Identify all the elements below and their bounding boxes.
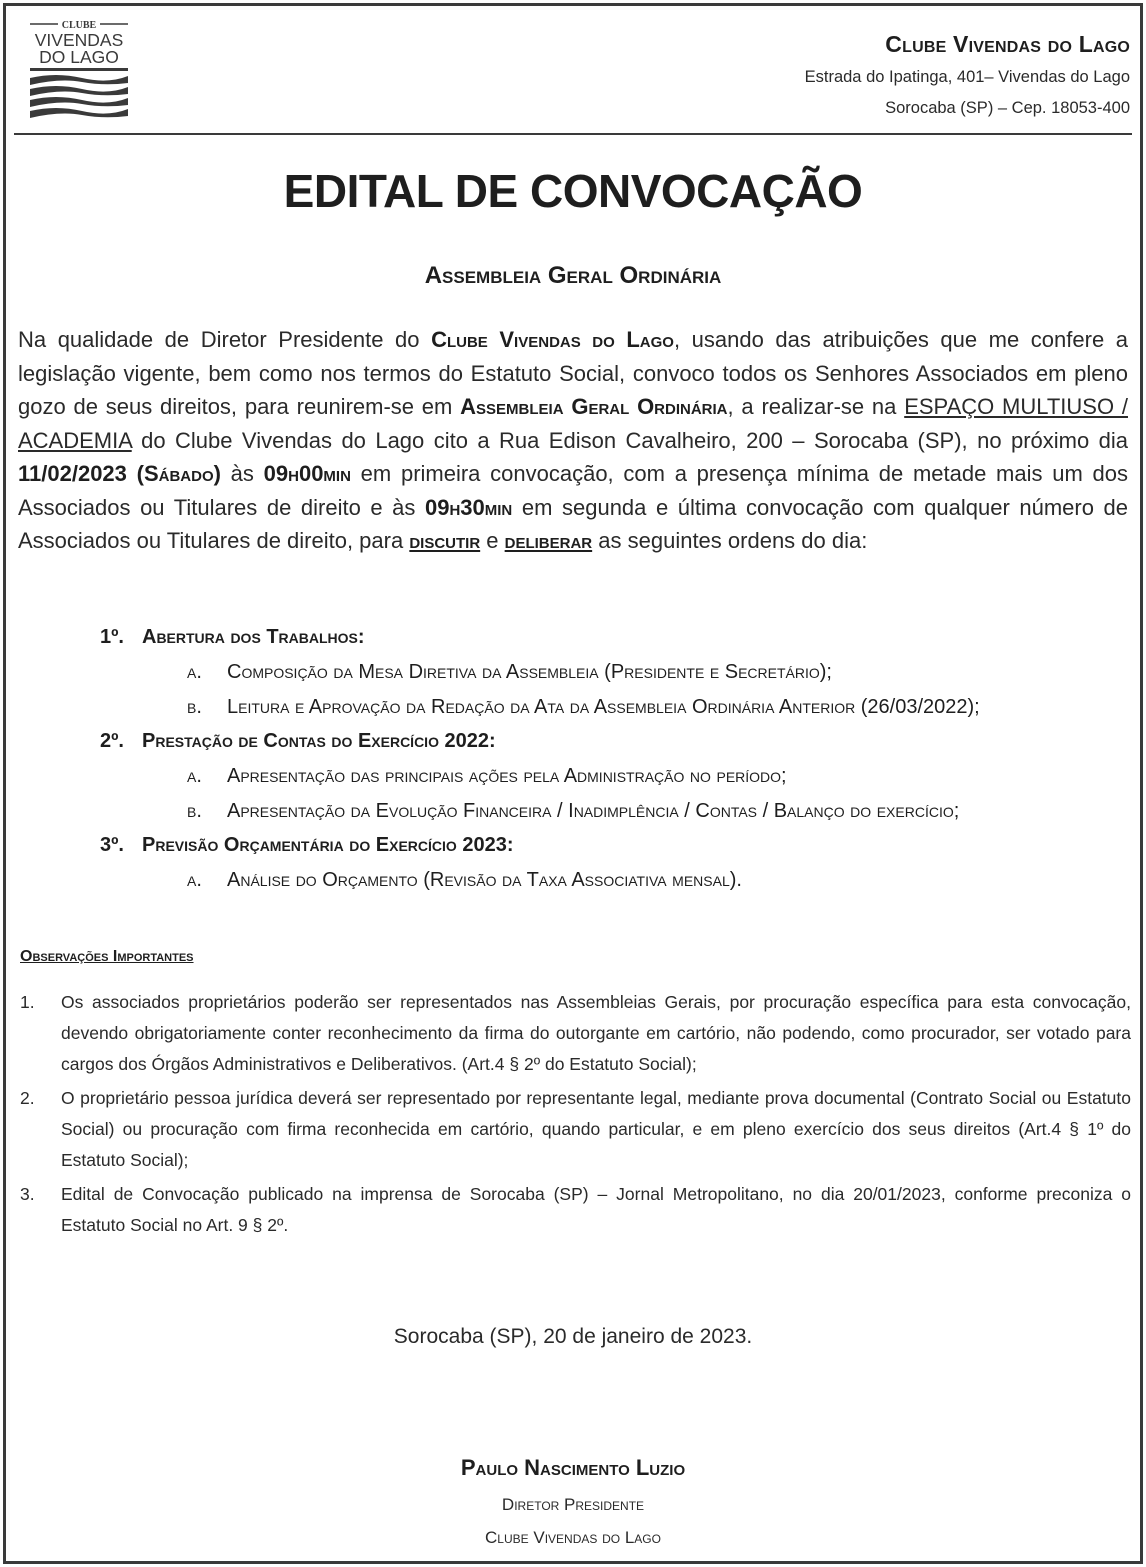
- agenda-number: 1º.: [100, 626, 124, 648]
- body-deliberar: deliberar: [504, 528, 593, 553]
- logo-line1: VIVENDAS: [34, 30, 124, 50]
- agenda-title: Abertura dos Trabalhos:: [142, 626, 365, 648]
- observation-text: Edital de Convocação publicado na imprensa de Sorocaba (SP) – Jornal Metropolitano, no dia 20/01/2023, conforme preconiza o Estatuto Social no Art. 9 § 2º.: [61, 1184, 1131, 1235]
- address-line1: Estrada do Ipatinga, 401– Vivendas do Lago: [804, 68, 1130, 86]
- header-divider: [14, 133, 1132, 135]
- signatory-role: Diretor Presidente: [501, 1495, 645, 1514]
- observations-list: [20, 987, 1131, 1244]
- body-text-9: as seguintes ordens do dia:: [592, 528, 868, 553]
- club-header: [805, 26, 1130, 124]
- agenda-subitem: [100, 863, 1110, 898]
- body-date: 11/02/2023 (Sábado): [18, 461, 221, 486]
- agenda-subitem-text: Leitura e Aprovação da Redação da Ata da Assembleia Ordinária Anterior (26/03/2022);: [227, 695, 980, 718]
- body-text-8: e: [480, 528, 505, 553]
- agenda-item: [100, 828, 1110, 863]
- observation-text: Os associados proprietários poderão ser representados nas Assembleias Gerais, por procuração específica para esta convocação, devendo obrigatoriamente conter reconhecimento da firma do outorgante em cartório, não podendo, como procurador, ser votado para cargos dos Órgãos Administrativos e Deliberativos. (Art.4 § 2º do Estatuto Social);: [61, 992, 1131, 1074]
- agenda-title: Prestação de Contas do Exercício 2022:: [142, 730, 496, 752]
- agenda-letter: a.: [187, 661, 202, 683]
- body-text-1: Na qualidade de Diretor Presidente do: [18, 327, 432, 352]
- place-and-date: Sorocaba (SP), 20 de janeiro de 2023.: [393, 1325, 753, 1348]
- agenda-subitem-text: Apresentação da Evolução Financeira / Inadimplência / Contas / Balanço do exercício;: [227, 799, 960, 822]
- agenda-subitem-text: Apresentação das principais ações pela Administração no período;: [227, 765, 787, 787]
- observations-title: Observações Importantes: [20, 948, 194, 965]
- club-name: Clube Vivendas do Lago: [885, 31, 1130, 57]
- observation-number: 2.: [20, 1088, 35, 1108]
- observation-number: 1.: [20, 992, 35, 1012]
- page-title: EDITAL DE CONVOCAÇÃO: [283, 165, 863, 217]
- observation-item: [20, 1083, 1131, 1176]
- agenda-subitem: [100, 794, 1110, 829]
- agenda-subitem: [100, 690, 1110, 725]
- body-text-5: às: [220, 461, 264, 486]
- signatory-club: Clube Vivendas do Lago: [485, 1528, 661, 1547]
- body-text-2: , usando das atribuições que me confere a legislação vigente, bem como nos termos do Estatuto Social, convoco todos os Senhores Associados em pleno gozo de seus direitos, para reunirem-se em: [18, 327, 1128, 419]
- page-subtitle: Assembleia Geral Ordinária: [424, 262, 722, 289]
- agenda-subitem-text: Análise do Orçamento (Revisão da Taxa Associativa mensal).: [227, 869, 742, 891]
- body-text-3: , a realizar-se na: [727, 394, 905, 419]
- observation-number: 3.: [20, 1184, 35, 1204]
- club-logo: [26, 16, 132, 124]
- convocation-paragraph: [18, 323, 1128, 558]
- agenda-letter: b.: [187, 799, 202, 822]
- address-line2: Sorocaba (SP) – Cep. 18053-400: [885, 99, 1130, 117]
- agenda-item: [100, 620, 1110, 655]
- agenda-list: [100, 620, 1110, 898]
- observation-item: [20, 1179, 1131, 1241]
- body-club-name: Clube Vivendas do Lago: [431, 327, 674, 352]
- agenda-item: [100, 724, 1110, 759]
- observation-item: [20, 987, 1131, 1080]
- body-time-first: 09h00min: [263, 461, 351, 486]
- body-discutir: discutir: [409, 528, 481, 553]
- agenda-subitem: [100, 655, 1110, 690]
- agenda-letter: a.: [187, 765, 202, 787]
- observation-text: O proprietário pessoa jurídica deverá ser representado por representante legal, mediante prova documental (Contrato Social ou Estatuto Social) ou procuração com firma reconhecida em cartório, quando particular, e em pleno exercício dos seus direitos (Art.4 § 1º do Estatuto Social);: [61, 1088, 1131, 1170]
- agenda-number: 2º.: [100, 730, 124, 752]
- agenda-letter: b.: [187, 695, 202, 718]
- agenda-subitem-text: Composição da Mesa Diretiva da Assembleia (Presidente e Secretário);: [227, 661, 832, 683]
- agenda-title: Previsão Orçamentária do Exercício 2023:: [142, 834, 514, 856]
- agenda-subitem: [100, 759, 1110, 794]
- body-text-7: em segunda e última convocação com qualquer número de Associados ou Titulares de direito, para: [18, 494, 1128, 553]
- waves-icon: [26, 16, 132, 124]
- logo-line2: DO LAGO: [39, 47, 119, 67]
- logo-top-text: CLUBE: [61, 20, 97, 31]
- agenda-letter: a.: [187, 869, 202, 891]
- body-assembly-type: Assembleia Geral Ordinária: [460, 394, 728, 419]
- body-text-6: em primeira convocação, com a presença mínima de metade mais um dos Associados ou Titulares de direito e às: [18, 461, 1128, 520]
- signatory-name: Paulo Nascimento Luzio: [460, 1455, 686, 1480]
- body-venue: ESPAÇO MULTIUSO / ACADEMIA: [18, 394, 1128, 453]
- agenda-number: 3º.: [100, 834, 124, 856]
- body-text-4: do Clube Vivendas do Lago cito a Rua Edison Cavalheiro, 200 – Sorocaba (SP), no próximo dia: [131, 427, 1128, 453]
- body-time-second: 09h30min: [425, 494, 513, 520]
